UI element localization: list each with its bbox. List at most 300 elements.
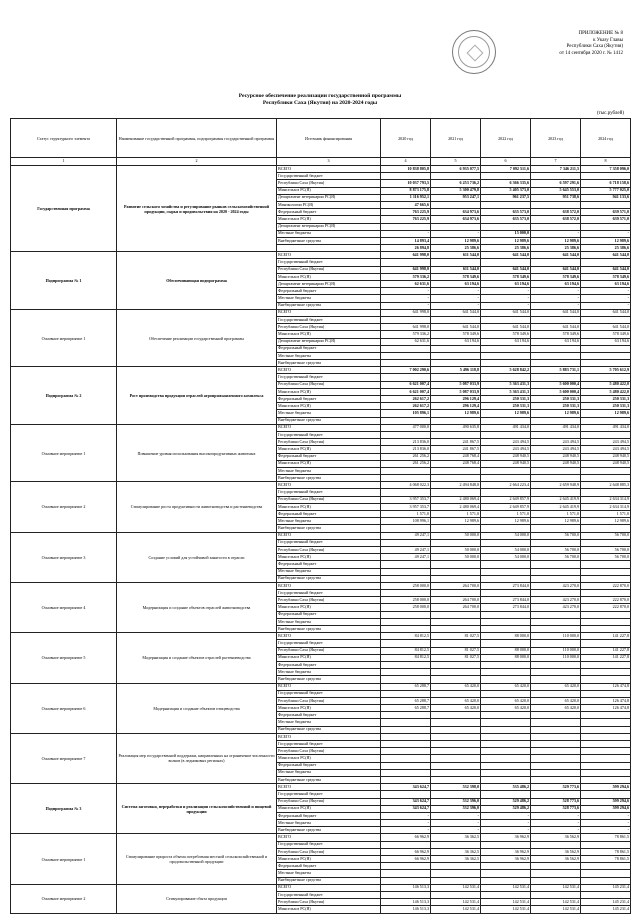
row-status: Основное мероприятие 2 — [11, 884, 117, 913]
funding-source: Внебюджетные средства — [277, 726, 381, 733]
amount-cell: 141 227,8 — [581, 633, 631, 640]
amount-cell — [481, 561, 531, 568]
amount-cell: 763 225,9 — [381, 216, 431, 223]
amount-cell: 578 349,6 — [431, 331, 481, 338]
column-index: 5 — [431, 158, 481, 166]
amount-cell — [381, 475, 431, 482]
amount-cell: 250 331,3 — [581, 403, 631, 410]
amount-cell — [581, 568, 631, 575]
approval-line: Республики Саха (Якутия) — [566, 44, 623, 49]
row-status: Основное мероприятие 1 — [11, 309, 117, 367]
amount-cell — [531, 891, 581, 898]
amount-cell — [381, 762, 431, 769]
funding-source: Минсельхоз РС(Я) — [277, 388, 381, 395]
amount-cell: 66 962,9 — [381, 848, 431, 855]
amount-cell — [381, 590, 431, 597]
amount-cell: 25 386,6 — [431, 245, 481, 252]
amount-cell — [431, 173, 481, 180]
amount-cell — [531, 669, 581, 676]
amount-cell: 258 000,0 — [381, 604, 431, 611]
amount-cell — [481, 618, 531, 625]
funding-source: Минсельхоз РС(Я) — [277, 403, 381, 410]
amount-cell: 243 494,5 — [481, 439, 531, 446]
amount-cell: 951 738,6 — [531, 194, 581, 201]
amount-cell: 36 362,5 — [431, 856, 481, 863]
row-status: Подпрограмма № 3 — [11, 784, 117, 834]
amount-cell: 126 474,8 — [581, 683, 631, 690]
amount-cell — [581, 173, 631, 180]
column-index: 4 — [381, 158, 431, 166]
amount-cell: 532 396,0 — [431, 798, 481, 805]
amount-cell: 50 000,0 — [431, 554, 481, 561]
funding-source: Государственный бюджет — [277, 431, 381, 438]
funding-source: Внебюджетные средства — [277, 360, 381, 367]
amount-cell — [531, 791, 581, 798]
amount-cell — [481, 726, 531, 733]
amount-cell: 5 480 422,0 — [581, 388, 631, 395]
amount-cell: 641 544,0 — [531, 252, 581, 259]
row-program-name: Обеспечение реализации государственной программы — [117, 309, 277, 367]
row-status: Государственная программа — [11, 166, 117, 252]
approval-line: к Указу Главы — [593, 37, 623, 43]
amount-cell: 529 486,2 — [481, 798, 531, 805]
amount-cell: 36 562,9 — [531, 848, 581, 855]
amount-cell — [531, 590, 581, 597]
amount-cell: 54 000,0 — [481, 554, 531, 561]
amount-cell: 250 331,3 — [481, 403, 531, 410]
amount-cell — [581, 223, 631, 230]
amount-cell — [481, 259, 531, 266]
funding-source: Федеральный бюджет — [277, 661, 381, 668]
funding-source: Государственный бюджет — [277, 259, 381, 266]
funding-source: Республики Саха (Якутия) — [277, 798, 381, 805]
amount-cell: - — [531, 302, 581, 309]
funding-source: Минсельхоз РС(Я) — [277, 554, 381, 561]
table-row — [11, 166, 631, 173]
amount-cell: 264 700,0 — [431, 582, 481, 589]
amount-cell — [431, 316, 481, 323]
column-index: 2 — [117, 158, 277, 166]
amount-cell: 145 231,4 — [581, 906, 631, 913]
amount-cell: 532 396,0 — [431, 805, 481, 812]
amount-cell: 641 544,0 — [531, 324, 581, 331]
amount-cell — [431, 676, 481, 683]
amount-cell — [381, 259, 431, 266]
amount-cell: 141 227,8 — [581, 647, 631, 654]
funding-source: Местные бюджеты — [277, 669, 381, 676]
amount-cell: 2 664 223,4 — [481, 482, 531, 489]
table-row — [11, 884, 631, 891]
amount-cell: 243 494,5 — [581, 439, 631, 446]
amount-cell — [381, 719, 431, 726]
funding-source: Местные бюджеты — [277, 467, 381, 474]
amount-cell — [581, 475, 631, 482]
amount-cell: 491 434,0 — [531, 424, 581, 431]
amount-cell: 248 768,4 — [431, 460, 481, 467]
amount-cell: 12 989,6 — [531, 410, 581, 417]
amount-cell: 63 194,6 — [531, 281, 581, 288]
amount-cell: 63 194,6 — [431, 281, 481, 288]
amount-cell — [531, 173, 581, 180]
amount-cell: 12 989,6 — [431, 518, 481, 525]
table-row — [11, 532, 631, 539]
funding-source: Местные бюджеты — [277, 230, 381, 237]
row-status: Подпрограмма № 2 — [11, 367, 117, 425]
amount-cell — [381, 776, 431, 783]
amount-cell: - — [381, 827, 431, 834]
amount-cell: 5 405 373,0 — [481, 187, 531, 194]
column-index: 7 — [531, 158, 581, 166]
amount-cell: 12 989,6 — [481, 237, 531, 244]
funding-source: Минсельхоз РС(Я) — [277, 654, 381, 661]
amount-cell: - — [431, 230, 481, 237]
amount-cell — [581, 891, 631, 898]
amount-cell — [581, 201, 631, 208]
amount-cell — [581, 640, 631, 647]
amount-cell — [531, 475, 581, 482]
amount-cell — [431, 590, 481, 597]
amount-cell: - — [531, 295, 581, 302]
funding-source: Государственный бюджет — [277, 690, 381, 697]
amount-cell: 2 645 419,9 — [531, 503, 581, 510]
header-year: 2021 год — [431, 119, 481, 158]
amount-cell: 578 349,6 — [431, 273, 481, 280]
amount-cell: 258 000,0 — [381, 597, 431, 604]
amount-cell — [481, 748, 531, 755]
amount-cell: 5 300 479,8 — [431, 187, 481, 194]
amount-cell — [431, 223, 481, 230]
amount-cell — [481, 352, 531, 359]
amount-cell: 243 494,5 — [531, 446, 581, 453]
amount-cell — [531, 863, 581, 870]
amount-cell — [481, 877, 531, 884]
amount-cell: - — [381, 812, 431, 819]
amount-cell: 611 544,0 — [431, 252, 481, 259]
amount-cell — [431, 726, 481, 733]
amount-cell: - — [431, 820, 481, 827]
amount-cell — [581, 733, 631, 740]
amount-cell: 145 231,4 — [581, 884, 631, 891]
funding-source: Государственный бюджет — [277, 173, 381, 180]
amount-cell: 3 957 353,7 — [381, 496, 431, 503]
amount-cell: 12 989,6 — [581, 410, 631, 417]
amount-cell — [431, 661, 481, 668]
amount-cell: 1 571,0 — [531, 511, 581, 518]
amount-cell: 36 962,9 — [481, 856, 531, 863]
funding-source: Внебюджетные средства — [277, 475, 381, 482]
column-index: 6 — [481, 158, 531, 166]
amount-cell — [431, 776, 481, 783]
column-index-row — [11, 158, 631, 166]
amount-cell: 248 940,5 — [531, 453, 581, 460]
amount-cell: 343 624,7 — [381, 805, 431, 812]
funding-source: Республики Саха (Якутия) — [277, 324, 381, 331]
amount-cell — [581, 489, 631, 496]
amount-cell — [531, 870, 581, 877]
amount-cell — [531, 360, 581, 367]
amount-cell — [581, 539, 631, 546]
amount-cell: - — [481, 302, 531, 309]
row-status: Основное мероприятие 1 — [11, 834, 117, 884]
amount-cell: 56 700,0 — [581, 546, 631, 553]
amount-cell: 635 573,0 — [481, 216, 531, 223]
amount-cell — [381, 626, 431, 633]
amount-cell — [381, 561, 431, 568]
amount-cell — [481, 762, 531, 769]
amount-cell — [531, 467, 581, 474]
amount-cell: 641 544,0 — [581, 266, 631, 273]
amount-cell: 1 571,0 — [431, 511, 481, 518]
amount-cell — [381, 575, 431, 582]
amount-cell: 7 346 211,5 — [531, 166, 581, 173]
amount-cell — [381, 539, 431, 546]
amount-cell — [581, 877, 631, 884]
amount-cell: 641 544,0 — [531, 266, 581, 273]
amount-cell: 63 194,6 — [581, 281, 631, 288]
funding-source: ВСЕГО — [277, 784, 381, 791]
amount-cell — [381, 360, 431, 367]
amount-cell: 222 870,0 — [581, 597, 631, 604]
amount-cell — [481, 467, 531, 474]
amount-cell: 1 116 952,1 — [381, 194, 431, 201]
amount-cell — [531, 726, 581, 733]
funding-source: ВСЕГО — [277, 482, 381, 489]
amount-cell — [581, 259, 631, 266]
amount-cell: 641 544,0 — [431, 324, 481, 331]
table-row — [11, 367, 631, 374]
amount-cell: 248 768,4 — [431, 453, 481, 460]
amount-cell: 88 000,0 — [481, 647, 531, 654]
funding-source: Федеральный бюджет — [277, 561, 381, 568]
amount-cell — [581, 690, 631, 697]
row-status: Основное мероприятие 3 — [11, 532, 117, 582]
row-status: Основное мероприятие 7 — [11, 733, 117, 783]
index-row-group — [11, 158, 631, 166]
amount-cell — [531, 259, 581, 266]
amount-cell: 56 700,0 — [531, 532, 581, 539]
amount-cell — [581, 870, 631, 877]
amount-cell — [481, 539, 531, 546]
amount-cell: 26 894,8 — [381, 245, 431, 252]
amount-cell: 25 386,6 — [481, 245, 531, 252]
amount-cell — [381, 741, 431, 748]
amount-cell — [481, 776, 531, 783]
amount-cell — [531, 769, 581, 776]
amount-cell — [431, 352, 481, 359]
amount-cell: 78 861,5 — [581, 834, 631, 841]
table-row — [11, 784, 631, 791]
funding-source: Внебюджетные средства — [277, 776, 381, 783]
amount-cell — [431, 374, 481, 381]
row-program-name: Система заготовки, переработки и реализации сельскохозяйственной и пищевой продукции — [117, 784, 277, 834]
amount-cell: 250 331,3 — [531, 396, 581, 403]
amount-cell: 108 996,1 — [381, 518, 431, 525]
amount-cell: 78 861,5 — [581, 848, 631, 855]
amount-cell: - — [431, 288, 481, 295]
amount-cell — [381, 726, 431, 733]
funding-source: Минсельхоз РС(Я) — [277, 460, 381, 467]
amount-cell: 532 398,0 — [431, 784, 481, 791]
amount-cell — [531, 374, 581, 381]
amount-cell — [581, 726, 631, 733]
amount-cell — [481, 676, 531, 683]
amount-cell: 273 844,0 — [481, 597, 531, 604]
amount-cell: 296 129,4 — [431, 396, 481, 403]
amount-cell: 5 600 000,4 — [531, 388, 581, 395]
amount-cell: 126 474,8 — [581, 705, 631, 712]
amount-cell — [431, 568, 481, 575]
amount-cell — [381, 661, 431, 668]
amount-cell: 78 861,5 — [581, 856, 631, 863]
amount-cell: 141 227,8 — [581, 654, 631, 661]
funding-source: Внебюджетные средства — [277, 575, 381, 582]
row-status: Подпрограмма № 1 — [11, 252, 117, 310]
amount-cell: 213 836,0 — [381, 439, 431, 446]
funding-source: Государственный бюджет — [277, 590, 381, 597]
amount-cell: 423 270,0 — [531, 582, 581, 589]
amount-cell: - — [381, 295, 431, 302]
amount-cell: 578 349,6 — [581, 331, 631, 338]
amount-cell: 81 027,5 — [431, 647, 481, 654]
amount-cell: 2 648 885,3 — [581, 482, 631, 489]
funding-source: Минсельхоз РС(Я) — [277, 604, 381, 611]
amount-cell: 491 434,0 — [481, 424, 531, 431]
amount-cell — [381, 769, 431, 776]
amount-cell — [481, 316, 531, 323]
approval-line: от 14 сентября 2020 г. № 1412 — [559, 50, 623, 56]
funding-source: ВСЕГО — [277, 884, 381, 891]
amount-cell — [431, 618, 481, 625]
funding-source: Республики Саха (Якутия) — [277, 546, 381, 553]
amount-cell: - — [481, 812, 531, 819]
amount-cell — [381, 791, 431, 798]
amount-cell: 36 362,5 — [431, 848, 481, 855]
row-program-name: Модернизация и создание объектов отраслей растениеводства — [117, 633, 277, 683]
amount-cell — [481, 489, 531, 496]
amount-cell — [381, 712, 431, 719]
amount-cell: 241 867,5 — [431, 446, 481, 453]
amount-cell — [481, 769, 531, 776]
amount-cell: 477 000,0 — [381, 424, 431, 431]
amount-cell — [481, 360, 531, 367]
approval-block — [503, 31, 623, 57]
amount-cell: - — [531, 820, 581, 827]
amount-cell: 65 420,0 — [431, 683, 481, 690]
row-status: Основное мероприятие 5 — [11, 633, 117, 683]
amount-cell — [481, 669, 531, 676]
amount-cell — [381, 863, 431, 870]
funding-source: Департамент ветеринарии РС(Я) — [277, 223, 381, 230]
amount-cell — [531, 201, 581, 208]
amount-cell: 250 331,3 — [581, 396, 631, 403]
amount-cell — [431, 539, 481, 546]
amount-cell: 65 420,0 — [531, 705, 581, 712]
amount-cell: 248 940,5 — [581, 460, 631, 467]
amount-cell: 145 231,4 — [581, 899, 631, 906]
amount-cell: 65 420,0 — [431, 705, 481, 712]
amount-cell: 423 270,0 — [531, 604, 581, 611]
amount-cell: 213 836,0 — [381, 446, 431, 453]
amount-cell — [431, 748, 481, 755]
amount-cell — [531, 316, 581, 323]
amount-cell — [481, 755, 531, 762]
amount-cell — [381, 489, 431, 496]
header-year: 2022 год — [481, 119, 531, 158]
amount-cell: 7 092 511,6 — [481, 166, 531, 173]
amount-cell: 65 288,7 — [381, 697, 431, 704]
amount-cell: 56 700,0 — [531, 554, 581, 561]
funding-source: Внебюджетные средства — [277, 676, 381, 683]
table-row — [11, 733, 631, 740]
amount-cell: 1 571,0 — [381, 511, 431, 518]
amount-cell: 641 998,0 — [381, 309, 431, 316]
amount-cell — [381, 841, 431, 848]
funding-source: Государственный бюджет — [277, 539, 381, 546]
amount-cell: 146 513,3 — [381, 906, 431, 913]
funding-source: Минсельхоз РС(Я) — [277, 503, 381, 510]
funding-source: Местные бюджеты — [277, 719, 381, 726]
funding-source: Минсельхоз РС(Я) — [277, 216, 381, 223]
amount-cell: 142 531,4 — [431, 906, 481, 913]
funding-source: Минсельхоз РС(Я) — [277, 187, 381, 194]
amount-cell: 634 973,6 — [431, 216, 481, 223]
amount-cell: 36 962,9 — [481, 834, 531, 841]
amount-cell — [431, 201, 481, 208]
amount-cell: 641 544,0 — [581, 252, 631, 259]
amount-cell: 50 000,0 — [431, 532, 481, 539]
amount-cell: 578 349,6 — [531, 331, 581, 338]
amount-cell: 258 000,0 — [381, 582, 431, 589]
amount-cell — [431, 690, 481, 697]
amount-cell — [381, 733, 431, 740]
header-source: Источник финансирования — [277, 119, 381, 158]
amount-cell: 634 973,6 — [431, 209, 481, 216]
funding-source: Федеральный бюджет — [277, 453, 381, 460]
amount-cell — [381, 431, 431, 438]
title-line-2: Республики Саха (Якутия) на 2020-2024 годы — [262, 100, 378, 106]
amount-cell: 578 349,6 — [581, 273, 631, 280]
row-status: Основное мероприятие 4 — [11, 582, 117, 632]
amount-cell — [581, 791, 631, 798]
amount-cell: 110 000,0 — [531, 647, 581, 654]
amount-cell: 250 331,3 — [531, 403, 581, 410]
amount-cell — [431, 345, 481, 352]
funding-source: Федеральный бюджет — [277, 863, 381, 870]
amount-cell: 529 486,2 — [481, 805, 531, 812]
amount-cell — [531, 748, 581, 755]
funding-source: Республики Саха (Якутия) — [277, 180, 381, 187]
amount-cell: 88 000,0 — [481, 654, 531, 661]
amount-cell — [431, 611, 481, 618]
funding-source: Государственный бюджет — [277, 891, 381, 898]
row-program-name: Стимулирование прироста объема потребления местной сельскохозяйственной и продовольственной продукции — [117, 834, 277, 884]
funding-source: ВСЕГО — [277, 582, 381, 589]
amount-cell: 6 597 291,6 — [531, 180, 581, 187]
amount-cell — [481, 475, 531, 482]
amount-cell — [431, 561, 481, 568]
funding-source: ВСЕГО — [277, 683, 381, 690]
funding-source: Минсельхоз РС(Я) — [277, 906, 381, 913]
funding-source: ВСЕГО — [277, 733, 381, 740]
row-program-name: Рост производства продукции отраслей агропромышленного комплекса — [117, 367, 277, 425]
amount-cell — [531, 568, 581, 575]
amount-cell: 6 366 335,6 — [481, 180, 531, 187]
amount-cell: - — [531, 827, 581, 834]
funding-source: Минэкологии РС(Я) — [277, 201, 381, 208]
amount-cell: 641 544,0 — [581, 324, 631, 331]
header-status: Статус структурного элемента — [11, 119, 117, 158]
amount-cell: 528 773,6 — [531, 798, 581, 805]
